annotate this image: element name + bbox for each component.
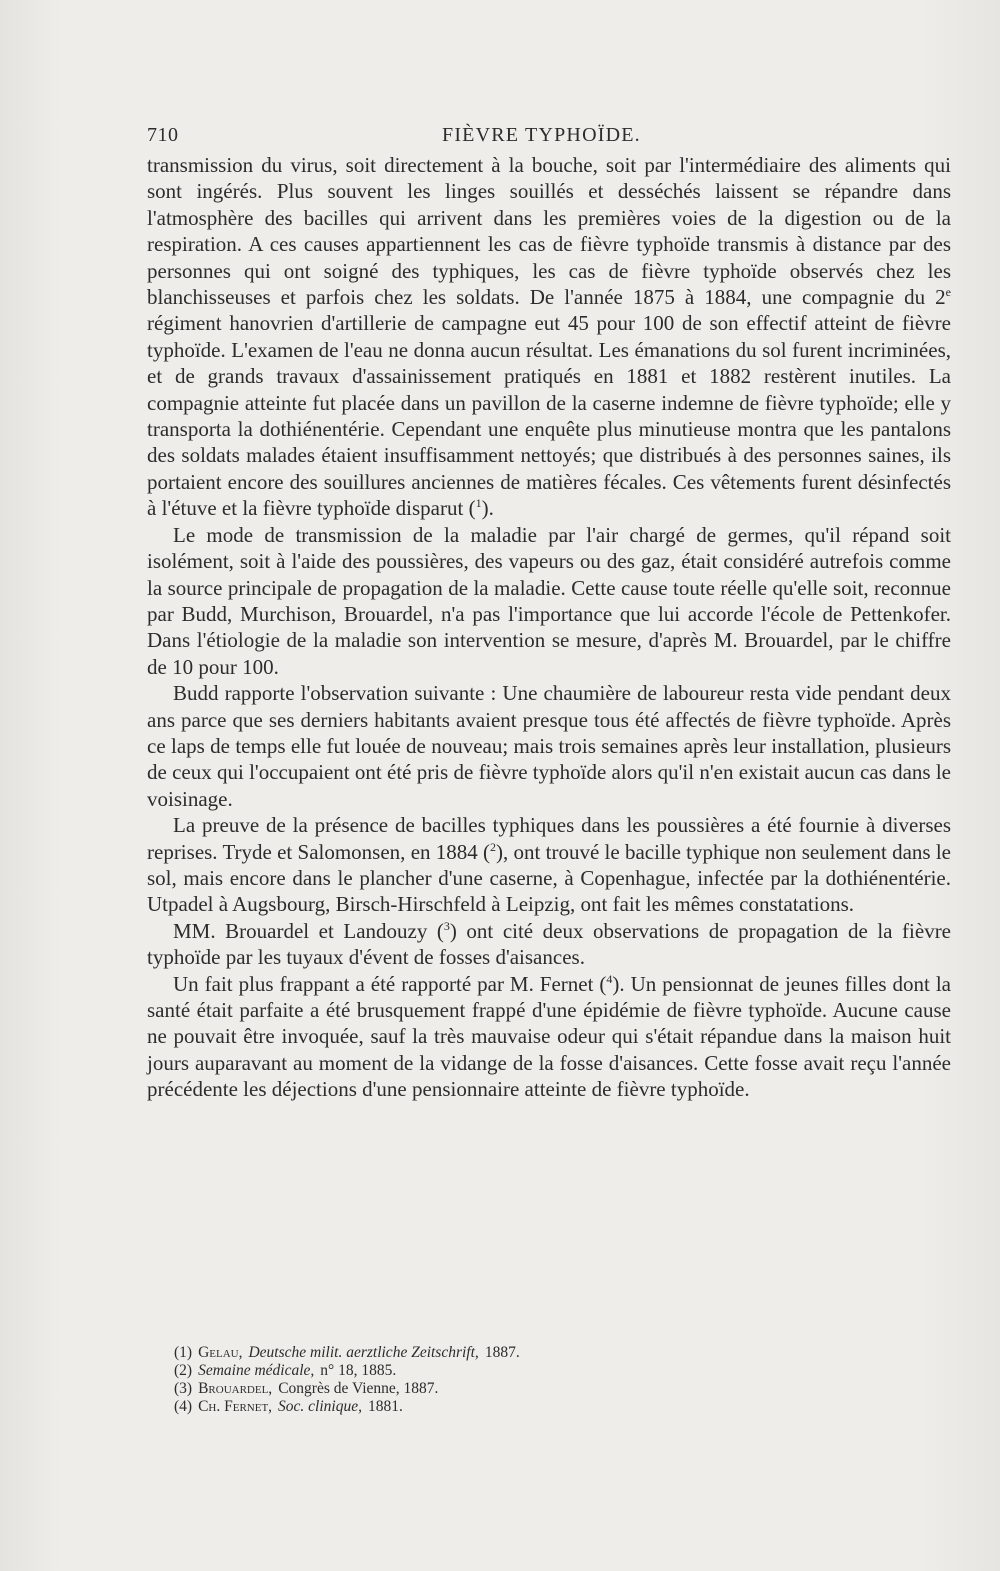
footnote-1 [174,1344,894,1362]
footnote-3 [174,1380,894,1398]
footnote-detail: n° 18, 1885. [320,1362,397,1379]
footnote-author: Gelau, [198,1344,243,1361]
footnote-mark: (2) [174,1362,193,1379]
footnote-ref-3[interactable]: 3 [443,918,450,933]
paragraph-4-text-a: La preuve de la présence de bacilles typhiques dans les poussières a été fournie à diverses reprises. Tryde et Salomonsen, en 1884 ( [147,813,951,864]
paragraph-4-text-b: ), ont trouvé le bacille typhique non seulement dans le sol, mais encore dans le plancher d'une caserne, à Copenhague, infectée par la dothiénentérie. Utpadel à Augsbourg, Birsch-Hirschfeld à Leipzig, ont fait les mêmes constatations. [147,839,951,917]
ordinal-superscript: e [945,285,951,300]
page-number: 710 [147,124,179,146]
footnote-ref-1[interactable]: 1 [475,496,482,511]
paragraph-2: Le mode de transmission de la maladie par l'air chargé de germes, qu'il répand soit isolément, soit à l'aide des poussières, des vapeurs ou des gaz, était considéré autrefois comme la source principale de propagation de la maladie. Cette cause toute réelle qu'elle soit, reconnue par Budd, Murchison, Brouardel, n'a pas l'importance que lui accorde l'école de Pettenkofer. Dans l'étiologie de la maladie son intervention se mesure, d'après M. Brouardel, par le chiffre de 10 pour 100. [147,522,951,679]
footnote-detail: Congrès de Vienne, 1887. [278,1380,439,1397]
footnote-mark: (4) [174,1398,193,1415]
paragraph-6 [147,971,951,1103]
paragraph-6-text-a: Un fait plus frappant a été rapporté par M. Fernet ( [173,971,607,996]
paragraph-5 [147,918,951,971]
paragraph-5-text-b: ) ont cité deux observations de propagation de la fièvre typhoïde par les tuyaux d'évent de fosses d'aisances. [147,918,952,970]
footnote-author: Brouardel, [198,1380,273,1397]
footnote-work: Soc. clinique, [278,1398,362,1415]
paragraph-6-text-b: ). Un pensionnat de jeunes filles dont la santé était parfaite a été brusquement frappé d'une épidémie de fièvre typhoïde. Aucune cause ne pouvait être invoquée, sauf la très mauvaise odeur qui s'était répandue dans la maison huit jours auparavant au moment de la vidange de la fosse d'aisances. Cette fosse avait reçu l'année précédente les déjections d'une pensionnaire atteinte de fièvre typhoïde. [147,971,951,1102]
footnote-ref-4[interactable]: 4 [606,971,613,986]
paragraph-4 [147,812,951,918]
footnote-2 [174,1362,894,1380]
paragraph-5-text-a: MM. Brouardel et Landouzy ( [173,918,444,943]
footnote-mark: (1) [174,1344,193,1361]
footnote-ref-2[interactable]: 2 [490,839,497,854]
footnote-author: Ch. Fernet, [198,1398,273,1415]
footnote-work: Deutsche milit. aerztliche Zeitschrift, [248,1344,479,1361]
paragraph-3: Budd rapporte l'observation suivante : Une chaumière de laboureur resta vide pendant deux ans parce que ses derniers habitants avaient presque tous été affectés de fièvre typhoïde. Après ce laps de temps elle fut louée de nouveau; mais trois semaines après leur installation, plusieurs de ceux qui l'occupaient ont été pris de fièvre typhoïde alors qu'il n'en existait aucun cas dans le voisinage. [147,681,951,811]
body-text [147,152,951,1103]
footnote-detail: 1887. [484,1344,520,1361]
page-header [147,124,947,152]
running-title: FIÈVRE TYPHOÏDE. [442,124,641,146]
footnotes [174,1344,894,1416]
footnote-detail: 1881. [367,1398,403,1415]
paragraph-1-text-a: transmission du virus, soit directement à la bouche, soit par l'intermédiaire des aliments qui sont ingérés. Plus souvent les linges souillés et desséchés laissent se répandre dans l'atmosphère des bacilles qui arrivent dans les premières voies de la digestion ou de la respiration. A ces causes appartiennent les cas de fièvre typhoïde transmis à distance par des personnes qui ont soigné des typhiques, les cas de fièvre typhoïde observés chez les blanchisseuses et parfois chez les soldats. De l'année 1875 à 1884, une compagnie du 2 [147,153,951,310]
paragraph-1 [147,152,951,522]
paragraph-1-text-c: ). [481,496,494,521]
footnote-work: Semaine médicale, [198,1362,315,1379]
footnote-mark: (3) [174,1380,193,1397]
footnote-4 [174,1398,894,1416]
paragraph-1-text-b: régiment hanovrien d'artillerie de campagne eut 45 pour 100 de son effectif atteint de fièvre typhoïde. L'examen de l'eau ne donna aucun résultat. Les émanations du sol furent incriminées, et de grands travaux d'assainissement pratiqués en 1881 et 1882 restèrent inutiles. La compagnie atteinte fut placée dans un pavillon de la caserne indemne de fièvre typhoïde; elle y transporta la dothiénentérie. Cependant une enquête plus minutieuse montra que les pantalons des soldats malades étaient insuffisamment nettoyés; que distribués à des personnes saines, ils portaient encore des souillures anciennes de matières fécales. Ces vêtements furent désinfectés à l'étuve et la fièvre typhoïde disparut ( [147,311,951,521]
